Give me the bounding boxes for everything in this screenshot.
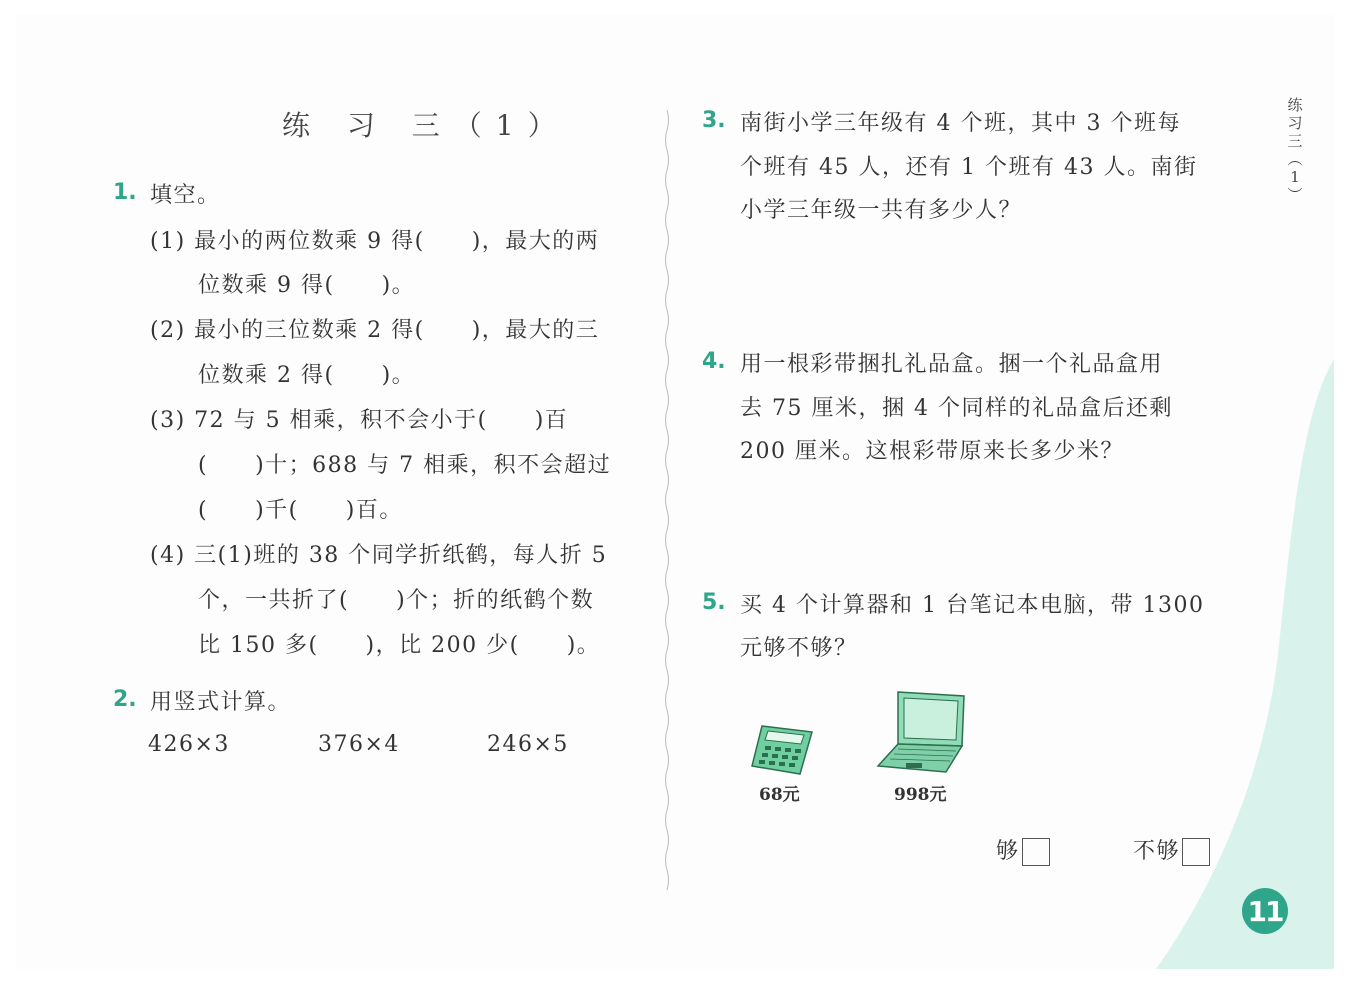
calculator-price: 68元 (759, 785, 800, 805)
laptop-image (876, 688, 968, 778)
side-tab-char: 习 (1287, 114, 1303, 132)
q4-line: 200 厘米。这根彩带原来长多少米？ (740, 439, 1124, 464)
q1-line: (3) 72 与 5 相乘，积不会小于( )百 (150, 408, 569, 433)
q3-line: 南街小学三年级有 4 个班，其中 3 个班每 (740, 111, 1181, 136)
calculator-image (748, 722, 816, 776)
q2-expression: 376×4 (318, 732, 400, 757)
q3-line: 个班有 45 人，还有 1 个班有 43 人。南街 (740, 155, 1198, 180)
q1-number: 1. (113, 180, 137, 205)
not-enough-label: 不够 (1133, 839, 1181, 864)
side-tab-char: ︵ (1287, 150, 1303, 168)
q5-line: 买 4 个计算器和 1 台笔记本电脑，带 1300 (740, 593, 1205, 618)
enough-label: 够 (996, 839, 1020, 864)
q2-number: 2. (113, 687, 137, 712)
q1-line: ( )千( )百。 (198, 498, 403, 523)
q1-line: (4) 三(1)班的 38 个同学折纸鹤，每人折 5 (150, 543, 608, 568)
laptop-price: 998元 (894, 785, 947, 805)
q1-heading: 填空。 (150, 183, 221, 208)
q1-line: ( )十；688 与 7 相乘，积不会超过 (198, 453, 612, 478)
side-tab-char: 1 (1290, 168, 1300, 186)
q3-line: 小学三年级一共有多少人？ (740, 198, 1023, 223)
q4-line: 去 75 厘米，捆 4 个同样的礼品盒后还剩 (740, 396, 1173, 421)
q1-line: (2) 最小的三位数乘 2 得( )，最大的三 (150, 318, 600, 343)
q4-number: 4. (702, 349, 726, 374)
not-enough-option[interactable] (1133, 834, 1210, 866)
q1-line: 位数乘 9 得( )。 (198, 273, 416, 298)
side-tab-char: 三 (1287, 132, 1303, 150)
q4-line: 用一根彩带捆扎礼品盒。捆一个礼品盒用 (740, 352, 1164, 377)
side-tab-char: ︶ (1287, 186, 1303, 204)
q5-line: 元够不够？ (740, 636, 858, 661)
enough-checkbox[interactable] (1022, 838, 1050, 866)
page-number-badge: 11 (1242, 888, 1288, 934)
not-enough-checkbox[interactable] (1182, 838, 1210, 866)
side-tab-char: 练 (1287, 96, 1303, 114)
q3-number: 3. (702, 108, 726, 133)
q1-line: (1) 最小的两位数乘 9 得( )，最大的两 (150, 229, 600, 254)
side-tab (1283, 96, 1307, 204)
q1-line: 比 150 多( )，比 200 少( )。 (198, 633, 601, 658)
q1-line: 个，一共折了( )个；折的纸鹤个数 (198, 588, 595, 613)
page-divider (664, 110, 670, 890)
page-title: 练 习 三（1） (282, 109, 570, 142)
q2-heading: 用竖式计算。 (150, 690, 292, 715)
q2-expression: 246×5 (487, 732, 569, 757)
enough-option[interactable] (996, 834, 1050, 866)
q2-expression: 426×3 (148, 732, 230, 757)
q5-number: 5. (702, 590, 726, 615)
q1-line: 位数乘 2 得( )。 (198, 363, 416, 388)
